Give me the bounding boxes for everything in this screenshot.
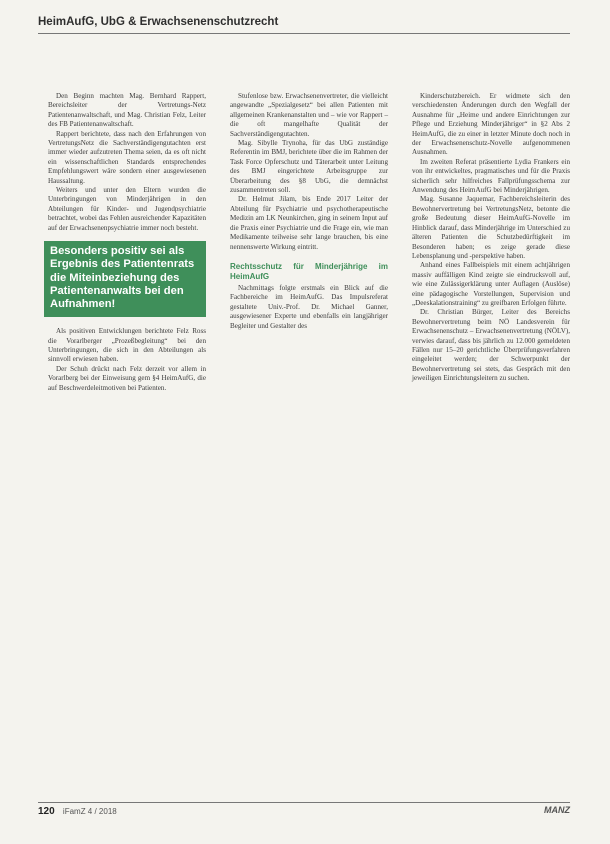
header-title: HeimAufG, UbG & Erwachsenenschutzrecht: [38, 16, 279, 28]
journal-issue: iFamZ 4 / 2018: [62, 807, 117, 816]
paragraph: Stufenlose bzw. Erwachsenenvertreter, die vielleicht angewandte „Spezialgesetz“ bei allen Patienten mit allgemeinen Krankenanstalten und – wie vor Rappert – die oft mangelhafte Qualität der Sachverständigengutachten.: [230, 92, 388, 138]
paragraph: Weiters und unter den Eltern wurden die Unterbringungen von Minderjährigen in den Abteilungen für Kinder- und Jugendpsychiatrie betrachtet, wobei das Fehlen ausreichender Kapazitäten auf der Erwachsenenpsychiatrie immer noch besteht.: [48, 186, 206, 232]
text-column-1: [48, 92, 206, 393]
text-column-2: [230, 92, 388, 331]
paragraph: Als positiven Entwicklungen berichtete Felz Ross die Vorarlberger „Prozeßbegleitung“ bei den Unterbringungen, die sich in den Abteilungen als sinnvoll erwiesen haben.: [48, 327, 206, 364]
paragraph: Mag. Susanne Jaquemar, Fachbereichsleiterin des Bewohnervertretung bei VertretungsNetz, betonte die große Bedeutung dieser HeimAufG-Novelle im Hinblick darauf, dass Minderjährige im Unterschied zu älteren Patienten die Schutzbedürftigkeit im Besonderen haben; es zeige gerade diese Lebensplanung und -perspektive haben.: [412, 195, 570, 260]
text-column-3: [412, 92, 570, 384]
publisher-logo: MANZ: [544, 805, 570, 815]
page-number: 120: [38, 806, 55, 817]
paragraph: Dr. Helmut Jilam, bis Ende 2017 Leiter der Abteilung für Psychiatrie und psychotherapeutische Medizin am LK Neunkirchen, ging in seinem Input auf die Praxis einer Psychiatrie und die Frage ein, wie man Medikamente teilweise sehr lange brauchen, bis eine nennenswerte Wirkung eintritt.: [230, 195, 388, 251]
paragraph: Nachmittags folgte erstmals ein Blick auf die Fachbereiche im HeimAufG. Das Impulsreferat gestaltete Univ.-Prof. Dr. Michael Ganner, ausgewiesener Experte und ebenfalls ein langjähriger Begleiter und Gestalter des: [230, 283, 388, 330]
paragraph: Den Beginn machten Mag. Bernhard Rappert, Bereichsleiter der Vertretungs-Netz Patientenanwaltschaft, und Mag. Christian Felz, Leiter des FB Patientenanwaltschaft.: [48, 92, 206, 129]
paragraph: Anhand eines Fallbeispiels mit einem achtjährigen massiv auffälligen Kind zeigte sie eindrucksvoll auf, wie eine Zulässigerklärung unter Auflagen (Auslöse) eine pädagogische Vorstellungen, Supervision und „Deeskalationstraining“ zu greifbaren Erfolgen führte.: [412, 261, 570, 307]
page-footer: [38, 802, 570, 817]
pull-quote: Besonders positiv sei als Ergebnis des Patientenrats die Miteinbeziehung des Patientenanwalts bei den Aufnahmen!: [44, 241, 206, 317]
paragraph: Im zweiten Referat präsentierte Lydia Frankers ein von ihr entwickeltes, pragmatisches und für die Praxis sicherlich sehr hilfreiches Fallprüfungsschema zur Anwendung des HeimAufG bei Minderjährigen.: [412, 157, 570, 195]
paragraph: Der Schuh drückt nach Felz derzeit vor allem in Vorarlberg bei der Einweisung gem §4 HeimAufG, die auf Beschwerdeleitmotiven bei Patienten.: [48, 364, 206, 392]
paragraph: Mag. Sibylle Trynoha, für das UbG zuständige Referentin im BMJ, berichtete über die im Rahmen der Task Force Opferschutz und Täterarbeit unter Leitung des BMJ eingerichtete Arbeitsgruppe zur Überarbeitung des §8 UbG, die demnächst zusammentreten soll.: [230, 139, 388, 195]
paragraph: Rappert berichtete, dass nach den Erfahrungen von VertretungsNetz die Sachverständigengutachten erst immer wieder aufzutreten Thema seien, da es oft nicht ein wissenschaftlichen Standards entsprechendes Empfehlungswert wäre sondern einer ausgewiesenen Haussaltung.: [48, 129, 206, 185]
running-header: [38, 12, 570, 34]
paragraph: Dr. Christian Bürger, Leiter des Bereichs Bewohnervertretung beim NÖ Landesverein für Erwachsenenschutz – Erwachsenenvertretung (NÖLV), verwies darauf, dass bis jährlich zu 12.000 gemeldeten Fällen nur 15–20 gerichtliche Überprüfungsverfahren eingeleitet werden; der Schwerpunkt der Bewohnervertretung sei stets, das Gespräch mit den jeweiligen Einrichtungsleitern zu suchen.: [412, 308, 570, 383]
section-heading: Rechtsschutz für Minderjährige im HeimAufG: [230, 261, 388, 281]
paragraph: Kinderschutzbereich. Er widmete sich den verschiedensten Änderungen durch den Wegfall der Ausnahme für „Heime und andere Einrichtungen zur Pflege und Erziehung Minderjähriger“ in §2 Abs 2 HeimAufG, die zu einer in letzter Minute doch noch in der Erwachsenenschutz-Novelle aufgenommenen Ausnahmen.: [412, 92, 570, 157]
